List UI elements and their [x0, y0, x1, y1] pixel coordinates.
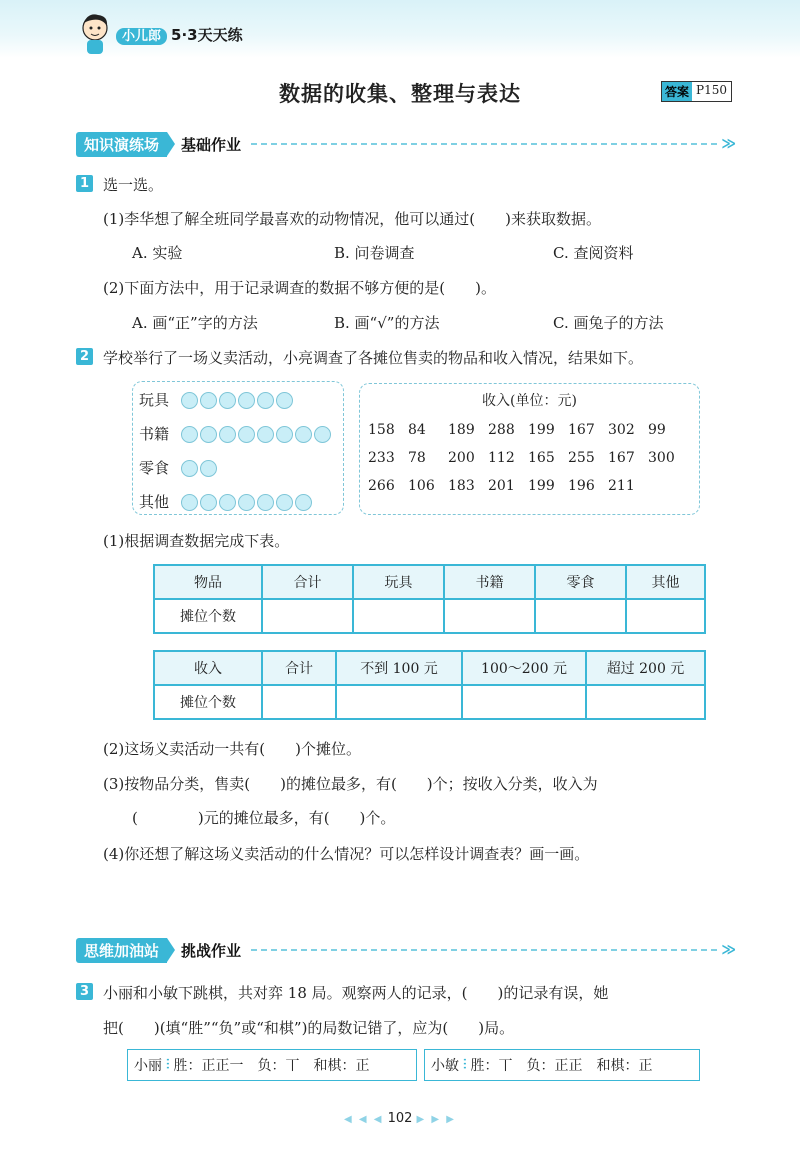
goods-label: 零食 — [139, 458, 170, 477]
section-sub: 基础作业 — [181, 135, 242, 154]
blank-cell[interactable] — [444, 599, 535, 633]
blank-cell[interactable] — [262, 599, 353, 633]
record-xiaoli — [127, 1049, 417, 1081]
tally-circle-icon — [219, 494, 236, 511]
income-value: 84 — [408, 422, 426, 438]
q1-p2-option-c: C. 画兔子的方法 — [553, 314, 664, 332]
income-value: 158 — [368, 422, 395, 438]
income-value: 167 — [568, 422, 595, 438]
q1-p1-option-c: C. 查阅资料 — [553, 244, 634, 262]
section-basic — [76, 132, 736, 156]
income-value: 78 — [408, 450, 426, 466]
brand — [116, 24, 243, 45]
record-xiaomin — [424, 1049, 700, 1081]
income-row — [360, 450, 699, 466]
blank-cell[interactable] — [262, 685, 336, 719]
income-value: 266 — [368, 478, 395, 494]
tally-circle-icon — [181, 426, 198, 443]
answer-label: 答案 — [662, 82, 692, 101]
income-value: 300 — [648, 450, 675, 466]
tally-circle-icon — [181, 460, 198, 477]
tally-circle-icon — [295, 494, 312, 511]
income-value: 199 — [528, 422, 555, 438]
income-value: 233 — [368, 450, 395, 466]
income-value: 165 — [528, 450, 555, 466]
tally-circle-icon — [276, 392, 293, 409]
q2-number: 2 — [76, 348, 93, 365]
tally-circle-icon — [200, 426, 217, 443]
table-header-cell: 书籍 — [444, 565, 535, 599]
table-header-cell: 不到 100 元 — [336, 651, 462, 685]
table-header-cell: 零食 — [535, 565, 626, 599]
record-text: 胜：丅 负：正正 和棋：正 — [470, 1058, 653, 1074]
q2-sub3-line2: ( )元的摊位最多，有( )个。 — [132, 809, 396, 827]
table-header-cell: 超过 200 元 — [586, 651, 705, 685]
section-tag: 思维加油站 — [76, 938, 167, 963]
income-value: 201 — [488, 478, 515, 494]
goods-row — [139, 382, 343, 416]
tally-circle-icon — [219, 392, 236, 409]
tally-circle-icon — [181, 392, 198, 409]
income-value: 200 — [448, 450, 475, 466]
tally-circle-icon — [276, 426, 293, 443]
income-table — [153, 650, 706, 720]
tally-circle-icon — [295, 426, 312, 443]
q1-part1: (1)李华想了解全班同学最喜欢的动物情况，他可以通过( )来获取数据。 — [103, 210, 601, 228]
q3-line1: 小丽和小敏下跳棋，共对弈 18 局。观察两人的记录，( )的记录有误，她 — [103, 984, 609, 1002]
table-header-cell: 合计 — [262, 565, 353, 599]
q1-p1-option-b: B. 问卷调查 — [334, 244, 415, 262]
q1-part2: (2)下面方法中，用于记录调查的数据不够方便的是( )。 — [103, 279, 496, 297]
chain-icon: ⫶ — [166, 1057, 170, 1073]
right-triangles-icon: ▶ ▶ ▶ — [416, 1114, 456, 1125]
record-name: 小敏 — [431, 1058, 459, 1074]
table-row-label: 摊位个数 — [154, 599, 262, 633]
income-value: 167 — [608, 450, 635, 466]
page-number — [0, 1111, 800, 1126]
blank-cell[interactable] — [353, 599, 444, 633]
q1-p2-option-b: B. 画“√”的方法 — [334, 314, 440, 332]
income-value: 302 — [608, 422, 635, 438]
tally-circle-icon — [181, 494, 198, 511]
blank-cell[interactable] — [336, 685, 462, 719]
q2-sub1: (1)根据调查数据完成下表。 — [103, 532, 290, 550]
blank-cell[interactable] — [626, 599, 705, 633]
q3-number: 3 — [76, 983, 93, 1000]
goods-row — [139, 484, 343, 518]
answer-page: P150 — [696, 83, 727, 97]
income-title: 收入(单位：元) — [482, 393, 577, 409]
table-header-cell: 其他 — [626, 565, 705, 599]
table-header-cell: 收入 — [154, 651, 262, 685]
tally-circle-icon — [200, 392, 217, 409]
goods-table — [153, 564, 706, 634]
income-value: 189 — [448, 422, 475, 438]
tally-circle-icon — [219, 426, 236, 443]
tally-circle-icon — [314, 426, 331, 443]
section-arrows: ≫ — [721, 942, 736, 958]
income-row — [360, 422, 699, 438]
table-row-label: 摊位个数 — [154, 685, 262, 719]
income-value: 211 — [608, 478, 635, 494]
table-header-cell: 100～200 元 — [462, 651, 586, 685]
page-num: 102 — [387, 1111, 413, 1126]
q1-stem: 选一选。 — [103, 176, 164, 194]
income-row — [360, 478, 699, 494]
goods-label: 其他 — [139, 492, 170, 511]
income-box — [359, 383, 700, 515]
income-value: 288 — [488, 422, 515, 438]
income-value: 106 — [408, 478, 435, 494]
tally-circle-icon — [238, 426, 255, 443]
table-header-cell: 合计 — [262, 651, 336, 685]
goods-box — [132, 381, 344, 515]
tally-circle-icon — [200, 460, 217, 477]
q2-sub3-line1: (3)按物品分类，售卖( )的摊位最多，有( )个；按收入分类，收入为 — [103, 775, 598, 793]
brand-series: 5·3天天练 — [171, 26, 243, 44]
q2-sub4: (4)你还想了解这场义卖活动的什么情况？可以怎样设计调查表？画一画。 — [103, 845, 590, 863]
blank-cell[interactable] — [462, 685, 586, 719]
q1-number: 1 — [76, 175, 93, 192]
income-value: 99 — [648, 422, 666, 438]
q2-stem: 学校举行了一场义卖活动，小亮调查了各摊位售卖的物品和收入情况，结果如下。 — [103, 349, 644, 367]
q2-sub2: (2)这场义卖活动一共有( )个摊位。 — [103, 740, 361, 758]
left-triangles-icon: ◀ ◀ ◀ — [344, 1114, 384, 1125]
q1-p1-option-a: A. 实验 — [132, 244, 183, 262]
table-header-cell: 物品 — [154, 565, 262, 599]
income-value: 255 — [568, 450, 595, 466]
tally-circle-icon — [257, 426, 274, 443]
record-text: 胜：正正一 负：丅 和棋：正 — [173, 1058, 370, 1074]
income-value: 199 — [528, 478, 555, 494]
q3-line2: 把( )(填“胜”“负”或“和棋”)的局数记错了，应为( )局。 — [103, 1019, 515, 1037]
table-header-cell: 玩具 — [353, 565, 444, 599]
goods-row — [139, 416, 343, 450]
goods-label: 玩具 — [139, 390, 170, 409]
mascot-logo-icon — [78, 12, 112, 56]
tally-circle-icon — [238, 494, 255, 511]
section-tag: 知识演练场 — [76, 132, 167, 157]
page-title: 数据的收集、整理与表达 — [279, 82, 521, 106]
section-sub: 挑战作业 — [181, 941, 242, 960]
blank-cell[interactable] — [586, 685, 705, 719]
chain-icon: ⫶ — [463, 1057, 467, 1073]
blank-cell[interactable] — [535, 599, 626, 633]
goods-label: 书籍 — [139, 424, 170, 443]
income-value: 112 — [488, 450, 515, 466]
section-challenge — [76, 938, 736, 962]
tally-circle-icon — [238, 392, 255, 409]
tally-circle-icon — [257, 392, 274, 409]
income-value: 183 — [448, 478, 475, 494]
q1-p2-option-a: A. 画“正”字的方法 — [132, 314, 258, 332]
brand-badge: 小儿郎 — [116, 28, 167, 45]
goods-row — [139, 450, 343, 484]
tally-circle-icon — [276, 494, 293, 511]
income-value: 196 — [568, 478, 595, 494]
record-name: 小丽 — [134, 1058, 162, 1074]
answer-ref — [661, 81, 732, 102]
section-arrows: ≫ — [721, 136, 736, 152]
tally-circle-icon — [257, 494, 274, 511]
tally-circle-icon — [200, 494, 217, 511]
